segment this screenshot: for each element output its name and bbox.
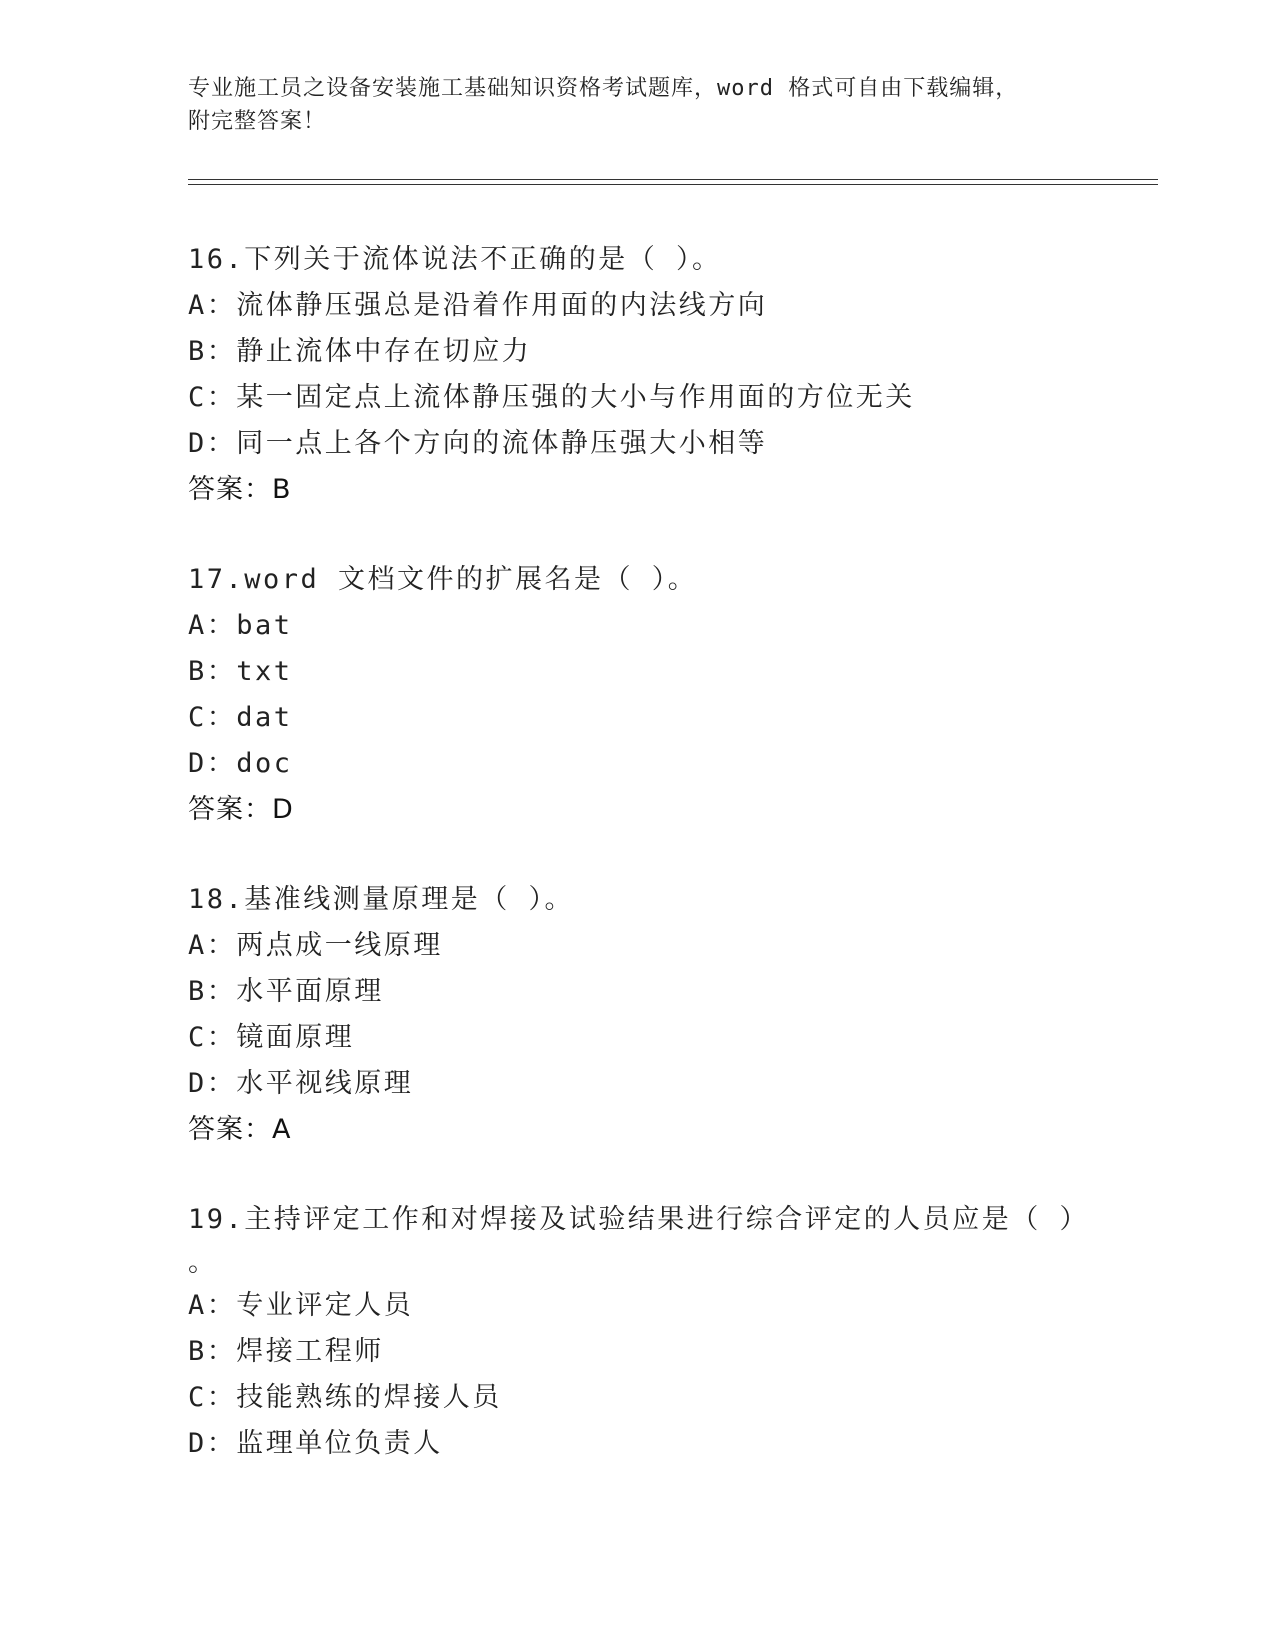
option-a: A：两点成一线原理 bbox=[188, 930, 443, 961]
option-c: C：dat bbox=[188, 702, 293, 733]
option-c: C：技能熟练的焊接人员 bbox=[188, 1382, 502, 1413]
question-16 bbox=[188, 237, 1088, 513]
question-18 bbox=[188, 877, 1088, 1153]
question-stem-continuation: 。 bbox=[188, 1247, 218, 1278]
question-stem: 19.主持评定工作和对焊接及试验结果进行综合评定的人员应是（ ） bbox=[188, 1204, 1090, 1235]
question-stem: 17.word 文档文件的扩展名是（ ）。 bbox=[188, 564, 698, 595]
option-b: B：静止流体中存在切应力 bbox=[188, 336, 532, 367]
option-b: B：焊接工程师 bbox=[188, 1336, 384, 1367]
option-d: D：水平视线原理 bbox=[188, 1068, 414, 1099]
header-divider-bottom bbox=[188, 184, 1158, 185]
answer: 答案：D bbox=[188, 794, 294, 825]
option-b: B：水平面原理 bbox=[188, 976, 384, 1007]
answer: 答案：B bbox=[188, 474, 292, 505]
header-line-2: 附完整答案！ bbox=[188, 109, 327, 134]
header-divider-top bbox=[188, 179, 1158, 180]
question-17 bbox=[188, 557, 1088, 833]
question-stem: 16.下列关于流体说法不正确的是（ ）。 bbox=[188, 244, 722, 275]
option-d: D：同一点上各个方向的流体静压强大小相等 bbox=[188, 428, 768, 459]
answer: 答案：A bbox=[188, 1114, 292, 1145]
option-a: A：专业评定人员 bbox=[188, 1290, 414, 1321]
option-a: A：流体静压强总是沿着作用面的内法线方向 bbox=[188, 290, 768, 321]
option-c: C：某一固定点上流体静压强的大小与作用面的方位无关 bbox=[188, 382, 915, 413]
option-a: A：bat bbox=[188, 610, 293, 641]
option-d: D：doc bbox=[188, 748, 293, 779]
header-line-1: 专业施工员之设备安装施工基础知识资格考试题库，word 格式可自由下载编辑， bbox=[188, 76, 1019, 101]
option-b: B：txt bbox=[188, 656, 293, 687]
document-header bbox=[188, 72, 1088, 138]
option-d: D：监理单位负责人 bbox=[188, 1428, 443, 1459]
question-stem: 18.基准线测量原理是（ ）。 bbox=[188, 884, 575, 915]
question-19 bbox=[188, 1197, 1088, 1467]
option-c: C：镜面原理 bbox=[188, 1022, 355, 1053]
